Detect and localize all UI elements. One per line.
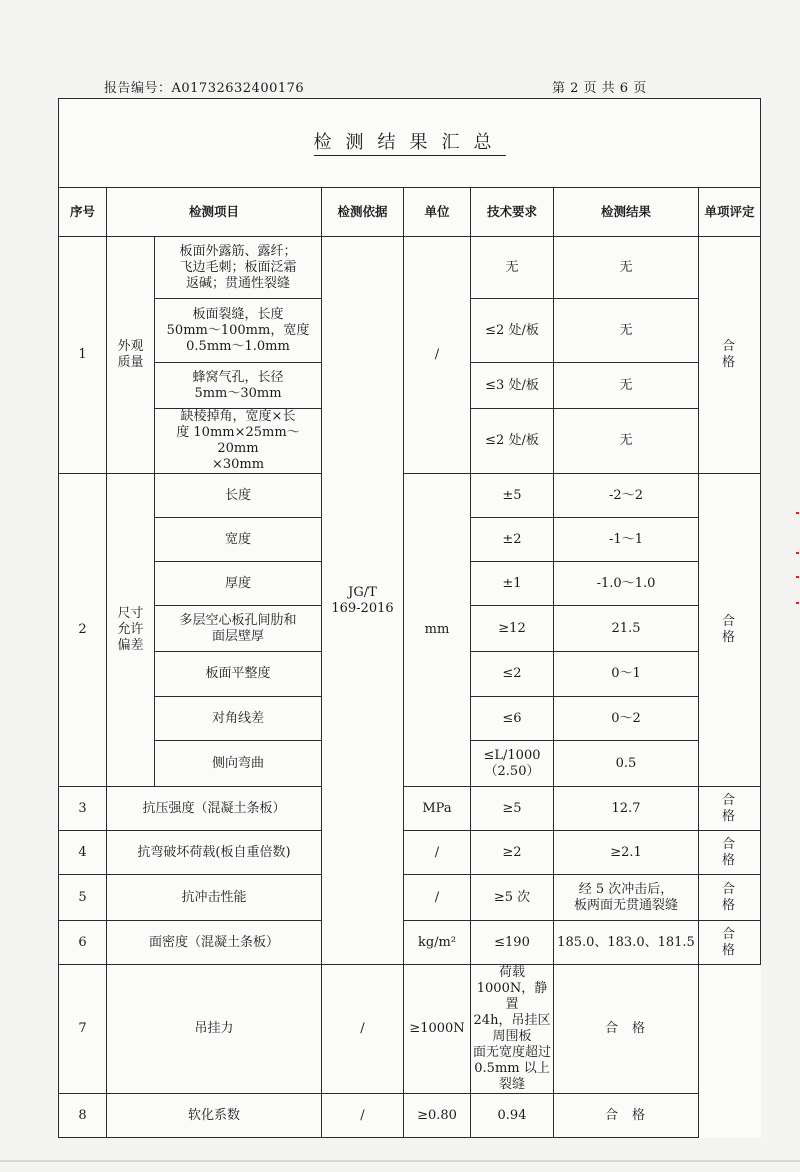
item-cell: 吊挂力 — [107, 965, 322, 1094]
unit-cell: / — [404, 831, 471, 875]
requirement-cell: ±1 — [471, 562, 554, 606]
col-header-unit: 单位 — [404, 188, 471, 237]
requirement-cell: ≤2 — [471, 652, 554, 697]
item-cell: 板面外露筋、露纤； 飞边毛刺；板面泛霜 返碱；贯通性裂缝 — [155, 237, 322, 299]
table-row — [59, 965, 761, 1094]
item-cell: 蜂窝气孔，长径 5mm～30mm — [155, 363, 322, 409]
table-row — [59, 787, 761, 831]
result-cell: 无 — [554, 363, 699, 409]
grade-cell: 合格 — [699, 787, 761, 831]
grade-cell: 合格 — [699, 237, 761, 474]
table-title: 检测结果汇总 — [59, 99, 761, 188]
report-number: 报告编号：A01732632400176 — [104, 81, 305, 96]
result-cell: -2～2 — [554, 474, 699, 518]
result-cell: 0.94 — [471, 1094, 554, 1138]
result-cell: 无 — [554, 237, 699, 299]
item-cell: 对角线差 — [155, 697, 322, 741]
col-header-grade: 单项评定 — [699, 188, 761, 237]
table-row — [59, 875, 761, 921]
basis-cell: JG/T 169-2016 — [322, 237, 404, 965]
item-cell: 宽度 — [155, 518, 322, 562]
item-cell: 抗压强度（混凝土条板） — [107, 787, 322, 831]
seq-cell: 7 — [59, 965, 107, 1094]
page-info: 第 2 页 共 6 页 — [552, 81, 647, 96]
item-cell: 厚度 — [155, 562, 322, 606]
result-cell: 21.5 — [554, 606, 699, 652]
unit-cell: / — [322, 1094, 404, 1138]
seq-cell: 3 — [59, 787, 107, 831]
item-cell: 长度 — [155, 474, 322, 518]
requirement-cell: ≤6 — [471, 697, 554, 741]
result-cell: 荷载 1000N，静置 24h，吊挂区周围板 面无宽度超过 0.5mm 以上裂缝 — [471, 965, 554, 1094]
table-row — [59, 237, 761, 299]
grade-cell: 合格 — [699, 921, 761, 965]
grade-cell: 合格 — [699, 474, 761, 787]
result-cell: 无 — [554, 299, 699, 363]
result-cell: 经 5 次冲击后， 板两面无贯通裂缝 — [554, 875, 699, 921]
category-cell: 尺寸 允许 偏差 — [107, 474, 155, 787]
item-cell: 面密度（混凝土条板） — [107, 921, 322, 965]
table-row — [59, 921, 761, 965]
requirement-cell: ≥5 — [471, 787, 554, 831]
header-row — [59, 188, 761, 237]
col-header-requirement: 技术要求 — [471, 188, 554, 237]
edge-ink-mark — [796, 552, 799, 554]
seq-cell: 6 — [59, 921, 107, 965]
requirement-cell: ≤190 — [471, 921, 554, 965]
item-cell: 多层空心板孔间肋和 面层壁厚 — [155, 606, 322, 652]
item-cell: 软化系数 — [107, 1094, 322, 1138]
result-cell: -1.0～1.0 — [554, 562, 699, 606]
unit-cell: MPa — [404, 787, 471, 831]
requirement-cell: ≥5 次 — [471, 875, 554, 921]
item-cell: 缺棱掉角，宽度×长 度 10mm×25mm～20mm ×30mm — [155, 409, 322, 474]
edge-ink-mark — [796, 602, 799, 604]
requirement-cell: ≥0.80 — [404, 1094, 471, 1138]
item-cell: 板面平整度 — [155, 652, 322, 697]
requirement-cell: ±5 — [471, 474, 554, 518]
col-header-item: 检测项目 — [107, 188, 322, 237]
item-cell: 抗弯破坏荷载(板自重倍数) — [107, 831, 322, 875]
requirement-cell: ≤2 处/板 — [471, 299, 554, 363]
grade-cell: 合格 — [554, 965, 699, 1094]
edge-ink-mark — [796, 512, 799, 514]
table-row — [59, 1094, 761, 1138]
result-cell: 0～2 — [554, 697, 699, 741]
seq-cell: 1 — [59, 237, 107, 474]
requirement-cell: ≤L/1000 （2.50） — [471, 741, 554, 787]
unit-cell: / — [322, 965, 404, 1094]
scan-edge — [0, 1160, 800, 1162]
grade-cell: 合格 — [699, 831, 761, 875]
result-cell: 0.5 — [554, 741, 699, 787]
col-header-seq: 序号 — [59, 188, 107, 237]
result-cell: 185.0、183.0、181.5 — [554, 921, 699, 965]
requirement-cell: ≥1000N — [404, 965, 471, 1094]
col-header-basis: 检测依据 — [322, 188, 404, 237]
requirement-cell: ≥2 — [471, 831, 554, 875]
requirement-cell: 无 — [471, 237, 554, 299]
item-cell: 板面裂缝，长度 50mm～100mm，宽度 0.5mm～1.0mm — [155, 299, 322, 363]
requirement-cell: ≥12 — [471, 606, 554, 652]
seq-cell: 8 — [59, 1094, 107, 1138]
result-cell: -1～1 — [554, 518, 699, 562]
unit-cell: mm — [404, 474, 471, 787]
result-cell: 无 — [554, 409, 699, 474]
seq-cell: 5 — [59, 875, 107, 921]
item-cell: 抗冲击性能 — [107, 875, 322, 921]
requirement-cell: ≤2 处/板 — [471, 409, 554, 474]
results-summary-table — [58, 98, 761, 1138]
seq-cell: 4 — [59, 831, 107, 875]
table-row — [59, 474, 761, 518]
unit-cell: kg/m² — [404, 921, 471, 965]
requirement-cell: ≤3 处/板 — [471, 363, 554, 409]
grade-cell: 合格 — [554, 1094, 699, 1138]
seq-cell: 2 — [59, 474, 107, 787]
result-cell: ≥2.1 — [554, 831, 699, 875]
item-cell: 侧向弯曲 — [155, 741, 322, 787]
grade-cell: 合格 — [699, 875, 761, 921]
edge-ink-mark — [796, 576, 799, 578]
category-cell: 外观 质量 — [107, 237, 155, 474]
requirement-cell: ±2 — [471, 518, 554, 562]
result-cell: 12.7 — [554, 787, 699, 831]
unit-cell: / — [404, 237, 471, 474]
result-cell: 0～1 — [554, 652, 699, 697]
col-header-result: 检测结果 — [554, 188, 699, 237]
unit-cell: / — [404, 875, 471, 921]
table-row — [59, 831, 761, 875]
